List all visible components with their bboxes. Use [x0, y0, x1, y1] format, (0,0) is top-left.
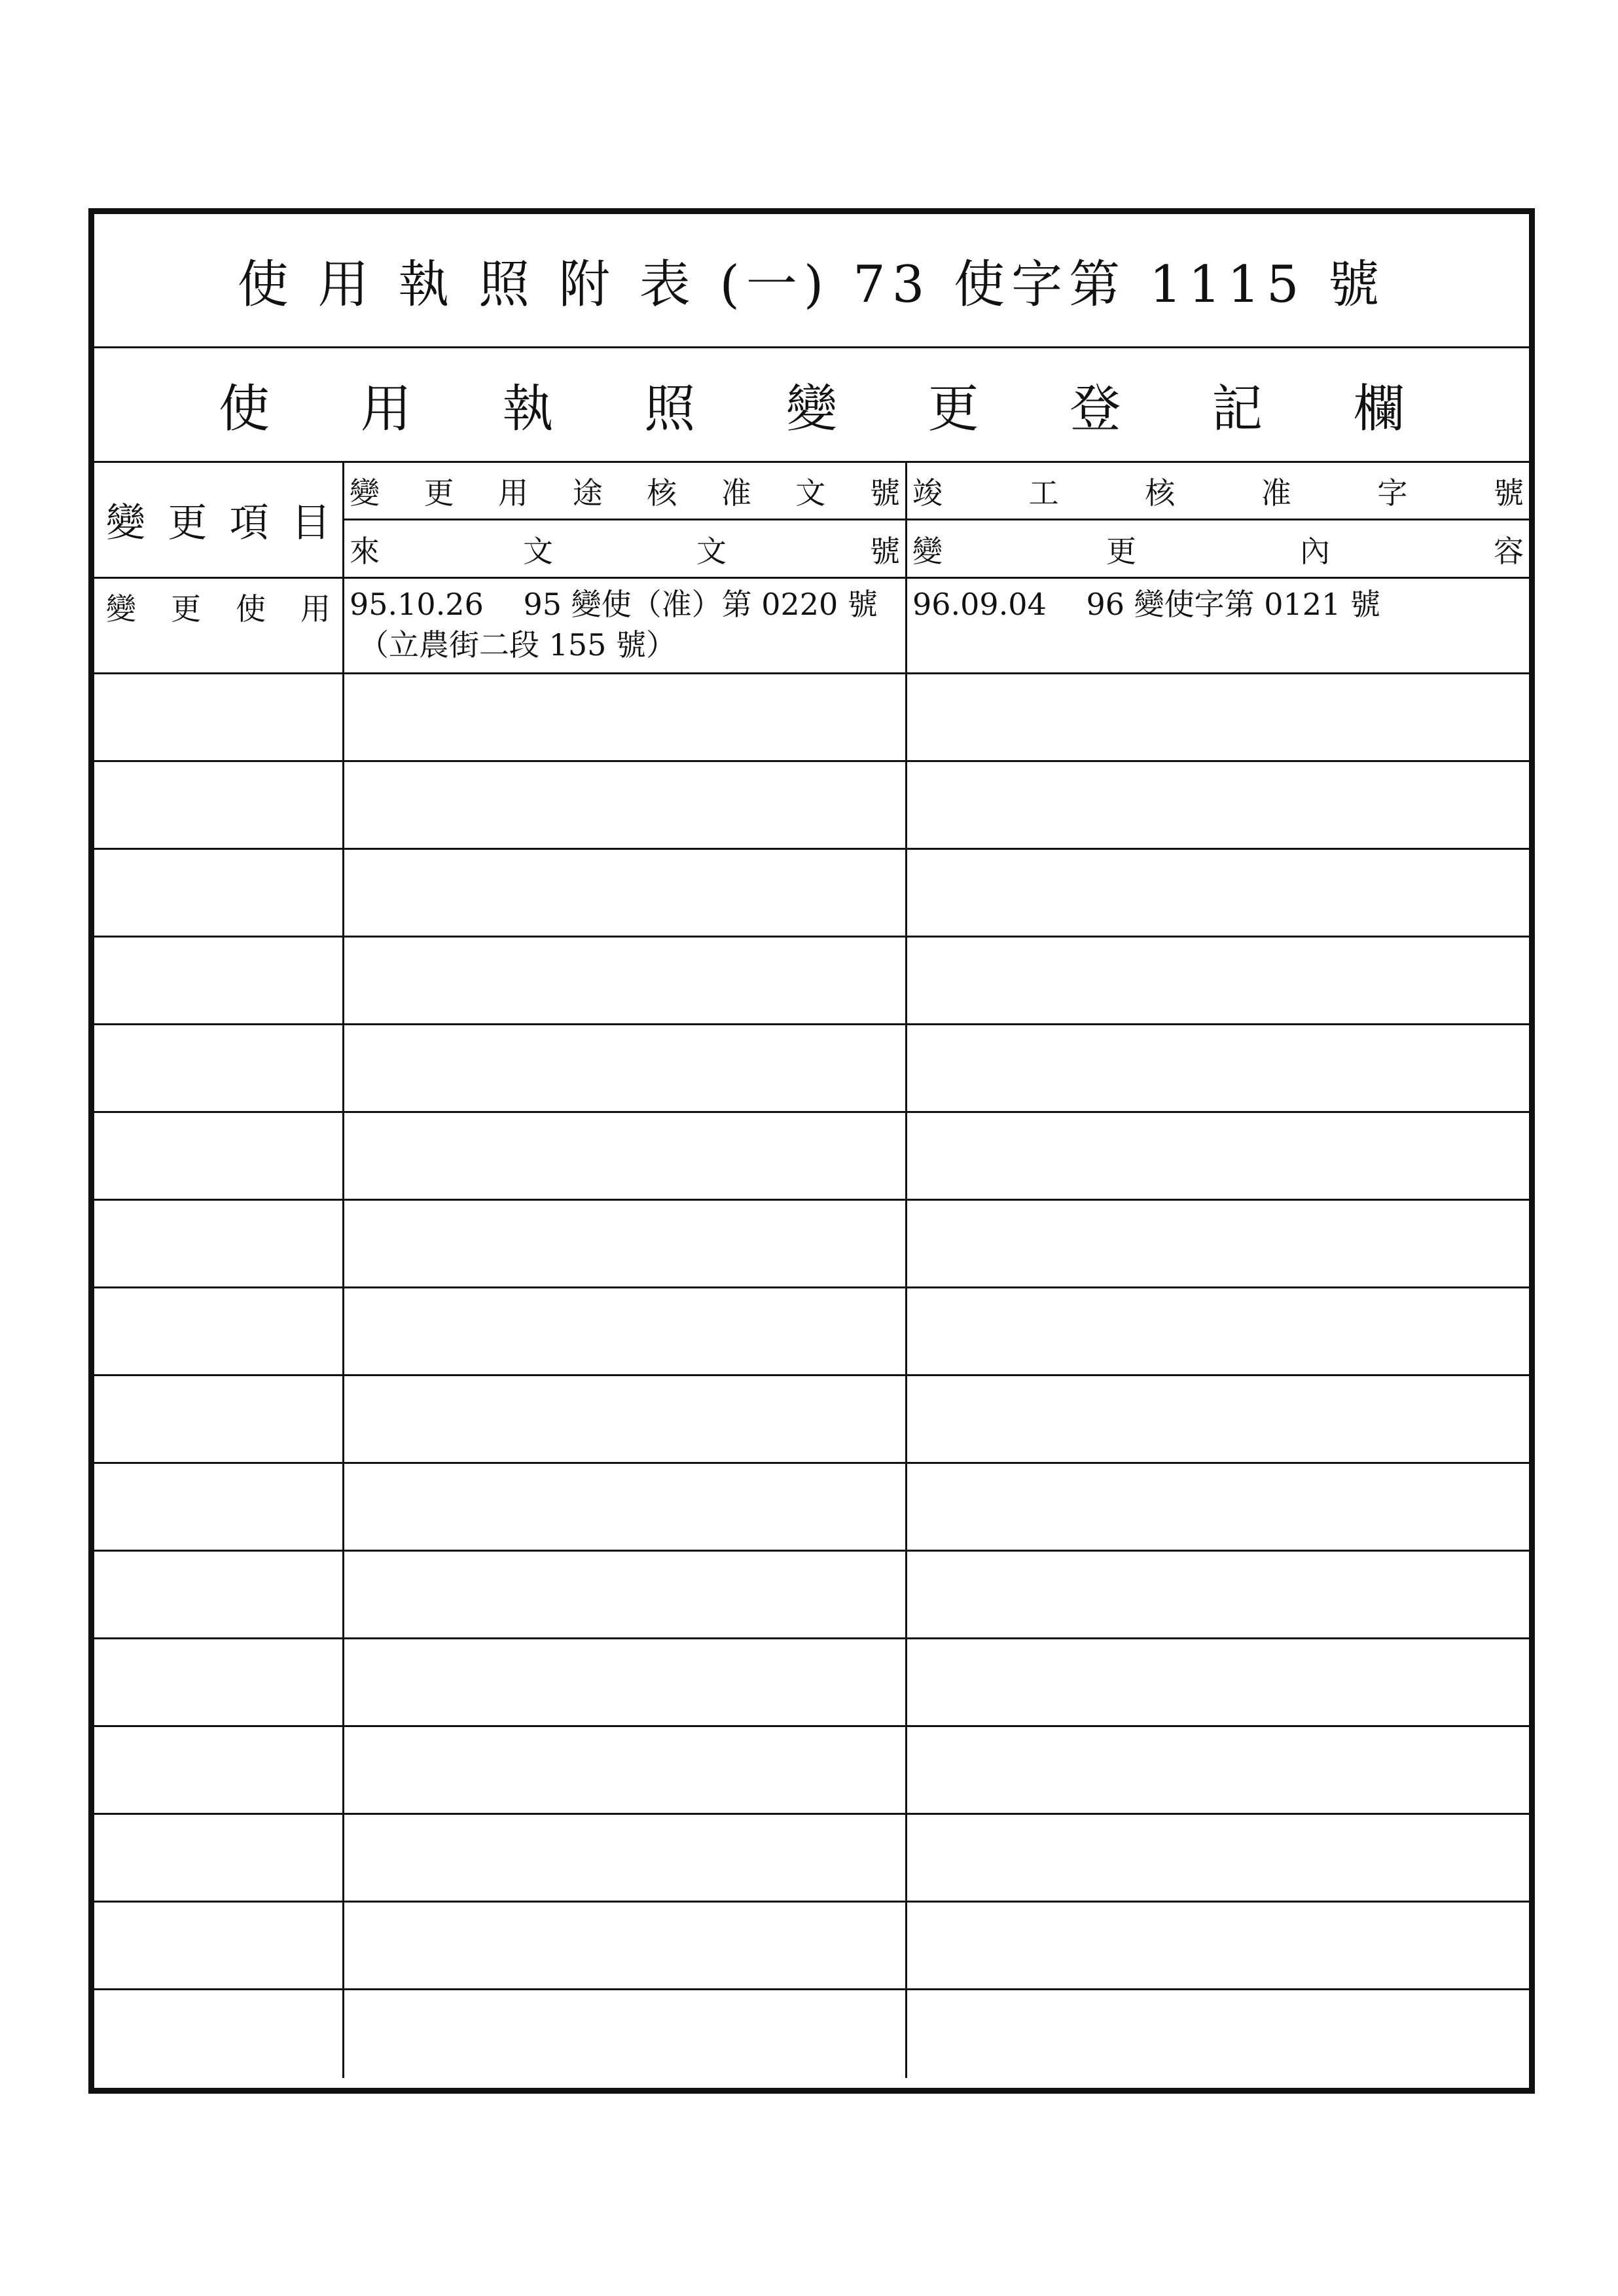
empty-row [94, 850, 1529, 938]
empty-cell [344, 1113, 907, 1199]
header-char: 更 [168, 500, 207, 546]
empty-cell [344, 1990, 907, 2078]
header-char: 變 [912, 534, 943, 569]
empty-cell [94, 1376, 344, 1462]
empty-row [94, 1288, 1529, 1376]
change-item-cell [94, 579, 344, 672]
empty-cell [907, 1376, 1529, 1462]
empty-cell [907, 674, 1529, 760]
item-char: 用 [300, 591, 331, 627]
empty-cell [344, 1025, 907, 1111]
approval-no-cell [344, 579, 907, 672]
empty-row [94, 1376, 1529, 1464]
section-title [219, 368, 1405, 441]
header-completion-no [907, 463, 1529, 520]
section-title-char: 登 [1070, 380, 1121, 439]
empty-cell [94, 850, 344, 936]
header-char: 用 [498, 475, 529, 511]
empty-cell [344, 1201, 907, 1286]
section-title-char: 照 [644, 380, 696, 439]
header-char: 來 [350, 534, 380, 569]
empty-cell [94, 1025, 344, 1111]
empty-row [94, 1201, 1529, 1288]
empty-cell [344, 1815, 907, 1901]
header-char: 目 [291, 500, 331, 546]
header-char: 竣 [912, 475, 943, 511]
header-char: 字 [1377, 475, 1408, 511]
empty-cell [94, 1288, 344, 1374]
empty-cell [907, 1903, 1529, 1988]
empty-cell [907, 1464, 1529, 1550]
empty-cell [94, 1990, 344, 2078]
header-char: 更 [1106, 534, 1136, 569]
empty-cell [344, 1903, 907, 1988]
empty-cell [94, 1113, 344, 1199]
empty-cell [344, 1288, 907, 1374]
empty-cell [94, 1903, 344, 1988]
header-change-content [907, 520, 1529, 578]
header-char: 內 [1300, 534, 1330, 569]
empty-cell [907, 1288, 1529, 1374]
section-title-char: 用 [360, 380, 412, 439]
header-char: 核 [1145, 475, 1176, 511]
header-char: 號 [869, 475, 900, 511]
empty-row [94, 762, 1529, 850]
header-char: 更 [423, 475, 454, 511]
section-title-char: 使 [219, 380, 270, 439]
header-char: 號 [870, 534, 900, 569]
empty-cell [344, 1727, 907, 1813]
header-char: 號 [1493, 475, 1524, 511]
empty-cell [344, 1376, 907, 1462]
empty-row [94, 1903, 1529, 1990]
table-body [94, 579, 1529, 2078]
empty-cell [907, 1113, 1529, 1199]
subtitle-row [94, 348, 1529, 463]
empty-row [94, 1727, 1529, 1815]
empty-cell [344, 938, 907, 1023]
empty-row [94, 1464, 1529, 1552]
section-title-char: 更 [927, 380, 979, 439]
empty-cell [907, 850, 1529, 936]
empty-cell [907, 1990, 1529, 2078]
empty-cell [907, 1639, 1529, 1725]
empty-row [94, 938, 1529, 1025]
empty-cell [907, 1552, 1529, 1637]
empty-cell [907, 1025, 1529, 1111]
completion-date-number: 96.09.04 96 變使字第 0121 號 [912, 587, 1380, 622]
header-char: 項 [229, 500, 269, 546]
empty-cell [94, 674, 344, 760]
section-title-char: 記 [1212, 380, 1263, 439]
empty-cell [907, 938, 1529, 1023]
page-title: 使 用 執 照 附 表 (一) 73 使字第 1115 號 [237, 255, 1386, 314]
empty-cell [344, 1552, 907, 1637]
header-incoming-no [344, 520, 907, 578]
empty-row [94, 1025, 1529, 1113]
empty-row [94, 1552, 1529, 1639]
license-annex-table [88, 208, 1535, 2094]
section-title-char: 欄 [1353, 380, 1405, 439]
empty-cell [94, 1815, 344, 1901]
empty-row [94, 1113, 1529, 1201]
header-char: 工 [1028, 475, 1059, 511]
title-row [94, 214, 1529, 348]
section-title-char: 執 [502, 380, 554, 439]
header-char: 容 [1494, 534, 1524, 569]
header-char: 准 [1261, 475, 1291, 511]
approval-address: （立農街二段 155 號） [359, 627, 677, 663]
empty-cell [94, 1639, 344, 1725]
header-approval-no [344, 463, 907, 520]
table-header [94, 463, 1529, 579]
table-row [94, 579, 1529, 674]
empty-cell [344, 674, 907, 760]
empty-cell [94, 1552, 344, 1637]
empty-cell [94, 1201, 344, 1286]
empty-cell [907, 1815, 1529, 1901]
empty-row [94, 674, 1529, 762]
approval-date-number: 95.10.26 95 變使（准）第 0220 號 [350, 587, 878, 622]
empty-cell [94, 938, 344, 1023]
empty-cell [94, 1464, 344, 1550]
header-char: 變 [350, 475, 380, 511]
empty-cell [94, 1727, 344, 1813]
empty-cell [94, 762, 344, 848]
header-char: 變 [106, 500, 145, 546]
empty-cell [344, 1464, 907, 1550]
header-change-item [94, 463, 344, 577]
empty-cell [907, 1201, 1529, 1286]
empty-cell [907, 762, 1529, 848]
empty-cell [344, 850, 907, 936]
empty-row [94, 1990, 1529, 2078]
empty-row [94, 1639, 1529, 1727]
section-title-char: 變 [785, 380, 837, 439]
empty-cell [907, 1727, 1529, 1813]
item-char: 使 [236, 591, 266, 627]
empty-row [94, 1815, 1529, 1903]
header-char: 准 [721, 475, 751, 511]
completion-no-cell [907, 579, 1529, 672]
header-char: 核 [647, 475, 677, 511]
item-char: 更 [171, 591, 201, 627]
header-char: 文 [523, 534, 553, 569]
empty-cell [344, 1639, 907, 1725]
item-char: 變 [106, 591, 136, 627]
header-char: 文 [696, 534, 727, 569]
header-char: 文 [795, 475, 826, 511]
empty-cell [344, 762, 907, 848]
header-char: 途 [572, 475, 603, 511]
